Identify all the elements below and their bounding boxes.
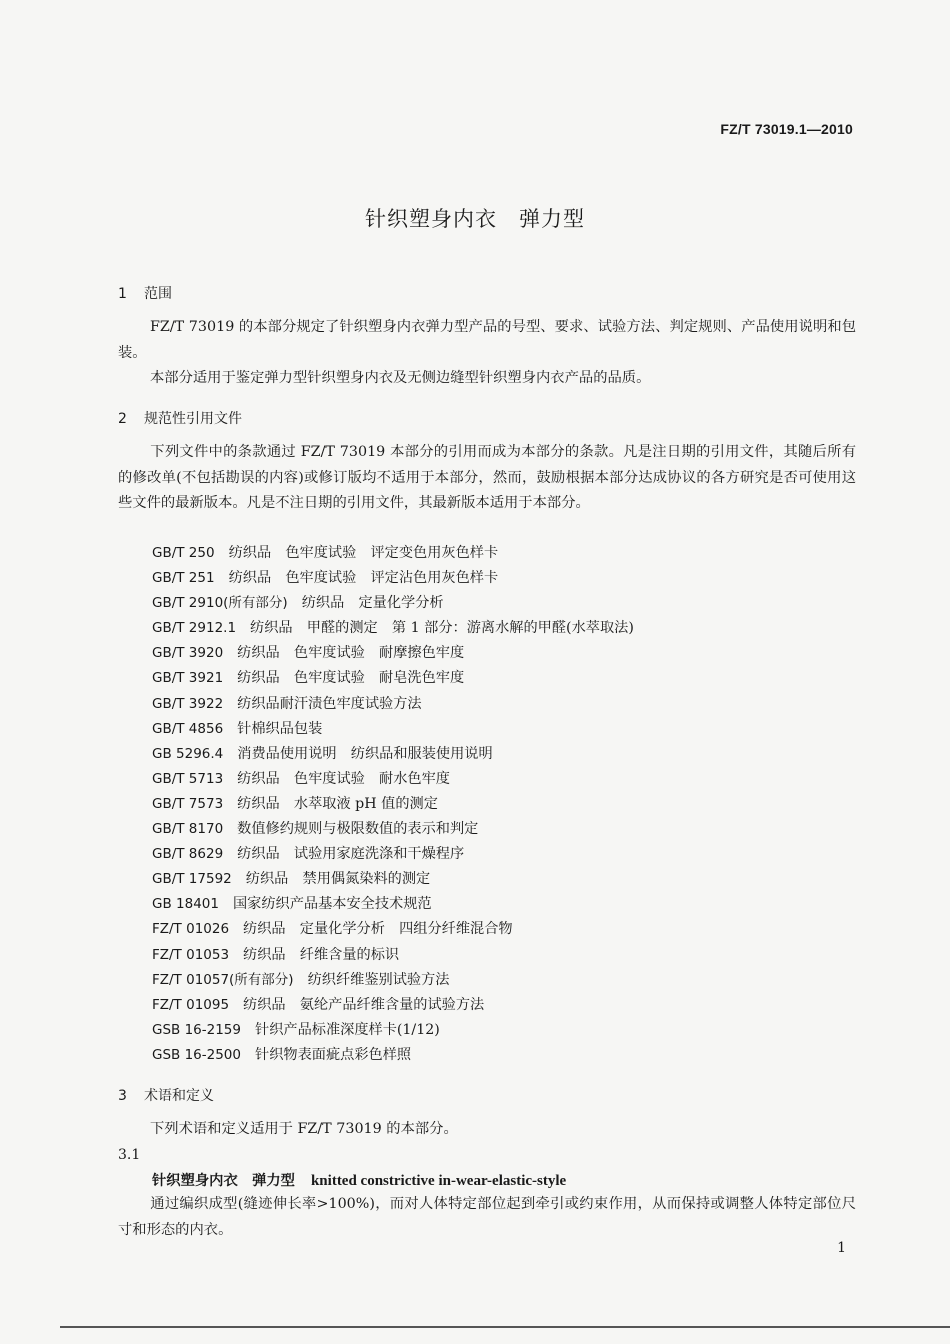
ref-title: 针棉织品包装: [237, 720, 323, 737]
ref-title: 纺织纤维鉴别试验方法: [307, 971, 450, 988]
ref-title: 纺织品 禁用偶氮染料的测定: [245, 871, 431, 888]
ref-code: GB/T 17592: [152, 871, 232, 888]
section-title: 范围: [144, 286, 172, 302]
section-number: 2: [118, 411, 127, 427]
standard-number: FZ/T 73019.1—2010: [720, 121, 853, 137]
ref-title: 纺织品 色牢度试验 耐水色牢度: [237, 770, 450, 787]
term-english: knitted constrictive in-wear-elastic-style: [310, 1173, 567, 1189]
document-title: 针织塑身内衣 弹力型: [365, 207, 585, 231]
ref-code: GB/T 8170: [152, 821, 224, 838]
section-1-heading: [118, 283, 172, 303]
list-item: [152, 717, 634, 742]
list-item: [152, 767, 634, 792]
ref-code: FZ/T 01026: [152, 921, 230, 938]
list-item: [152, 742, 634, 767]
reference-list: [152, 541, 634, 1068]
ref-code: GB/T 2910(所有部分): [152, 595, 288, 612]
paragraph-text: FZ/T 73019 的本部分规定了针织塑身内衣弹力型产品的号型、要求、试验方法、判定规则、产品使用说明和包装。: [118, 319, 856, 361]
ref-title: 纺织品 色牢度试验 评定变色用灰色样卡: [228, 545, 499, 561]
ref-title: 纺织品 定量化学分析 四组分纤维混合物: [243, 921, 513, 938]
section-title: 术语和定义: [144, 1088, 214, 1104]
ref-code: GB 18401: [152, 896, 219, 913]
list-item: [152, 541, 634, 566]
ref-code: GB/T 3920: [152, 645, 224, 662]
list-item: [152, 666, 634, 691]
ref-code: FZ/T 01053: [152, 946, 230, 963]
ref-title: 针织产品标准深度样卡(1/12): [255, 1021, 440, 1038]
list-item: [152, 1043, 634, 1068]
section-3-heading: [118, 1085, 214, 1105]
section-title: 规范性引用文件: [144, 411, 242, 427]
list-item: [152, 892, 634, 917]
list-item: [152, 1018, 634, 1043]
list-item: [152, 817, 634, 842]
term-heading: [152, 1170, 566, 1190]
list-item: [152, 917, 634, 942]
ref-title: 消费品使用说明 纺织品和服装使用说明: [237, 745, 493, 762]
ref-code: GB/T 250: [152, 545, 215, 561]
ref-title: 数值修约规则与极限数值的表示和判定: [237, 821, 479, 838]
ref-title: 纺织品 氨纶产品纤维含量的试验方法: [243, 996, 485, 1013]
list-item: [152, 792, 634, 817]
ref-code: GB/T 3922: [152, 695, 224, 712]
ref-title: 纺织品 色牢度试验 耐皂洗色牢度: [237, 670, 465, 687]
paragraph-scope: [118, 315, 856, 366]
list-item: [152, 968, 634, 993]
term-chinese: 针织塑身内衣 弹力型: [152, 1173, 295, 1189]
ref-title: 纺织品 水萃取液 pH 值的测定: [237, 795, 438, 812]
ref-code: GB/T 4856: [152, 720, 224, 737]
ref-code: GB/T 8629: [152, 846, 224, 863]
paragraph-text: 下列文件中的条款通过 FZ/T 73019 本部分的引用而成为本部分的条款。凡是注日期的引用文件，其随后所有的修改单(不包括勘误的内容)或修订版均不适用于本部分，然而，鼓励根据本部分达成协议的各方研究是否可使用这些文件的最新版本。凡是不注日期的引用文件，其最新版本适用于本部分。: [118, 444, 856, 511]
list-item: [152, 692, 634, 717]
ref-title: 纺织品 纤维含量的标识: [243, 946, 400, 963]
paragraph-applicability: [118, 366, 856, 392]
list-item: [152, 867, 634, 892]
section-2-heading: [118, 408, 242, 428]
list-item: [152, 616, 634, 641]
list-item: [152, 641, 634, 666]
ref-title: 针织物表面疵点彩色样照: [255, 1046, 412, 1063]
term-number: 3.1: [118, 1147, 141, 1163]
ref-code: GB/T 3921: [152, 670, 224, 687]
section-number: 1: [118, 286, 127, 302]
ref-title: 纺织品 甲醛的测定 第 1 部分：游离水解的甲醛(水萃取法): [250, 620, 634, 637]
ref-code: GB 5296.4: [152, 745, 224, 762]
paragraph-text: 本部分适用于鉴定弹力型针织塑身内衣及无侧边缝型针织塑身内衣产品的品质。: [150, 370, 651, 386]
scan-edge-line: [60, 1326, 950, 1328]
ref-code: GB/T 5713: [152, 770, 224, 787]
ref-code: GB/T 7573: [152, 795, 224, 812]
list-item: [152, 943, 634, 968]
section-number: 3: [118, 1088, 127, 1104]
ref-code: GB/T 251: [152, 570, 215, 587]
ref-code: GSB 16-2500: [152, 1046, 241, 1063]
ref-code: FZ/T 01095: [152, 996, 230, 1013]
paragraph-references-intro: [118, 440, 856, 517]
ref-title: 纺织品 试验用家庭洗涤和干燥程序: [237, 846, 465, 863]
ref-code: GB/T 2912.1: [152, 620, 237, 637]
paragraph-term-definition: [118, 1192, 856, 1243]
ref-title: 国家纺织产品基本安全技术规范: [232, 896, 432, 913]
paragraph-text: 通过编织成型(缝迹伸长率>100%)，而对人体特定部位起到牵引或约束作用，从而保持或调整人体特定部位尺寸和形态的内衣。: [118, 1196, 856, 1238]
ref-title: 纺织品 定量化学分析: [301, 595, 444, 612]
ref-title: 纺织品 色牢度试验 评定沾色用灰色样卡: [228, 570, 499, 587]
paragraph-text: 下列术语和定义适用于 FZ/T 73019 的本部分。: [150, 1121, 458, 1137]
ref-code: FZ/T 01057(所有部分): [152, 971, 294, 988]
ref-title: 纺织品耐汗渍色牢度试验方法: [237, 695, 422, 712]
page-number: 1: [837, 1240, 846, 1256]
ref-code: GSB 16-2159: [152, 1021, 241, 1038]
list-item: [152, 566, 634, 591]
ref-title: 纺织品 色牢度试验 耐摩擦色牢度: [237, 645, 465, 662]
list-item: [152, 842, 634, 867]
list-item: [152, 993, 634, 1018]
list-item: [152, 591, 634, 616]
paragraph-terms-intro: [118, 1117, 856, 1143]
